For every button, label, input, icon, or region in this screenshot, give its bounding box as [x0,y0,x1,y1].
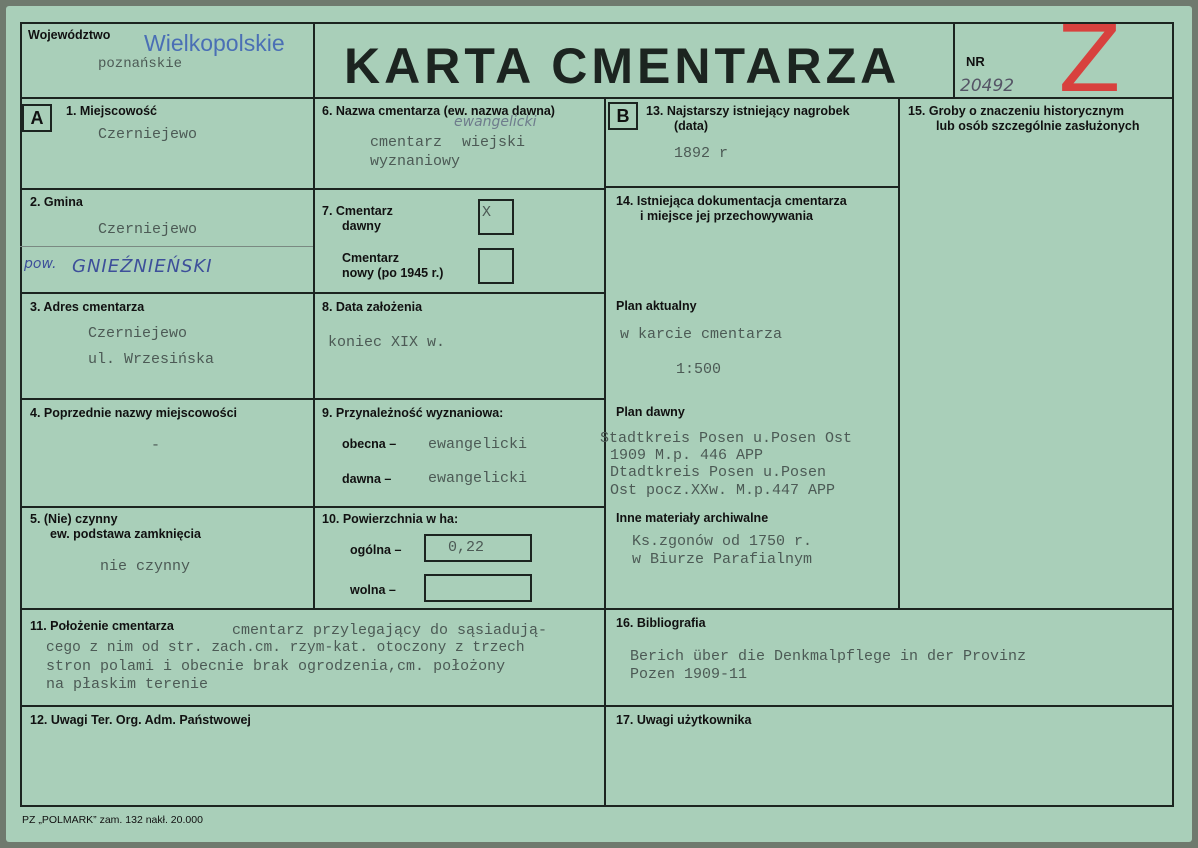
wojewodztwo-label: Województwo [28,28,111,42]
f4-label: 4. Poprzednie nazwy miejscowości [30,406,238,420]
row-line-l3 [20,398,606,400]
plan-dawny-line3: Dtadtkreis Posen u.Posen [610,464,827,481]
f9-obecna-value: ewangelicki [428,436,528,453]
row-line-l2 [20,292,606,294]
f7-label-nowy2: nowy (po 1945 r.) [342,266,444,280]
section-a-box: A [22,104,52,132]
f6-line1b: wiejski [462,134,526,151]
f11-line3: stron polami i obecnie brak ogrodzenia,cm. położony [46,658,506,675]
f5-value: nie czynny [100,558,191,575]
f6-line2: wyznaniowy [370,153,461,170]
section-b-box: B [608,102,638,130]
f7-label-dawny2: dawny [342,219,381,233]
f4-value: - [151,437,161,454]
f11-line2: cego z nim od str. zach.cm. rzym-kat. otoczony z trzech [46,640,525,656]
header-bottom [20,97,1174,99]
f13-label2: (data) [674,119,709,133]
nr-value: 20492 [960,76,1015,96]
page-title: KARTA CMENTARZA [344,38,901,94]
f2-value: Czerniejewo [98,221,198,238]
plan-dawny-line2: 1909 M.p. 446 APP [610,447,764,464]
f5-label1: 5. (Nie) czynny [30,512,118,526]
f10-wolna-label: wolna – [350,583,396,597]
f7-label-dawny1: 7. Cmentarz [322,204,393,218]
f3-label: 3. Adres cmentarza [30,300,145,314]
f10-wolna-field[interactable] [424,574,532,602]
nr-label: NR [966,54,985,69]
header-divider-2 [953,22,955,98]
f6-handwritten: ewangelicki [454,114,537,130]
plan-dawny-line1: Stadtkreis Posen u.Posen Ost [600,430,853,447]
f6-line1: cmentarz [370,134,443,151]
f17-label: 17. Uwagi użytkownika [616,713,752,727]
col-divider-1 [313,97,315,609]
f16-line1: Berich über die Denkmalpflege in der Provinz [630,648,1027,665]
big-z-mark: Z [1058,6,1122,113]
f15-label2: lub osób szczególnie zasłużonych [936,119,1140,133]
row-line-l4 [20,506,606,508]
f8-value: koniec XIX w. [328,334,446,351]
inne-line1: Ks.zgonów od 1750 r. [632,533,813,550]
row-line-full1 [20,608,1174,610]
footer-printer: PZ „POLMARK” zam. 132 nakł. 20.000 [22,814,203,826]
f3-line2: ul. Wrzesińska [88,351,215,368]
f3-line1: Czerniejewo [88,325,188,342]
f16-label: 16. Bibliografia [616,616,706,630]
f14-label2: i miejsce jej przechowywania [640,209,813,223]
f14-label1: 14. Istniejąca dokumentacja cmentarza [616,194,847,208]
f11-line1: cmentarz przylegający do sąsiadują- [232,622,548,639]
f7-label-nowy1: Cmentarz [342,251,399,265]
f11-label: 11. Położenie cmentarza [30,619,174,633]
f7-dawny-mark: X [482,204,492,221]
f12-label: 12. Uwagi Ter. Org. Adm. Państwowej [30,713,251,727]
frame-top [20,22,1174,24]
f13-value: 1892 r [674,145,729,162]
inne-line2: w Biurze Parafialnym [632,551,813,568]
gmina-thin-line [20,246,313,247]
f2-pow-label: pow. [24,256,57,272]
plan-dawny-line4: Ost pocz.XXw. M.p.447 APP [610,482,836,499]
row-line-b1 [604,186,900,188]
f9-dawna-label: dawna – [342,472,392,486]
inne-label: Inne materiały archiwalne [616,511,769,525]
f10-ogolna-label: ogólna – [350,543,402,557]
col-divider-3 [898,97,900,609]
f9-obecna-label: obecna – [342,437,397,451]
f16-line2: Pozen 1909-11 [630,666,748,683]
f11-line4: na płaskim terenie [46,676,209,693]
f1-value: Czerniejewo [98,126,198,143]
f13-label1: 13. Najstarszy istniejący nagrobek [646,104,850,118]
f9-label: 9. Przynależność wyznaniowa: [322,406,504,420]
f15-label1: 15. Groby o znaczeniu historycznym [908,104,1125,118]
plan-dawny-label: Plan dawny [616,405,685,419]
f7-nowy-checkbox[interactable] [478,248,514,284]
plan-aktualny-label: Plan aktualny [616,299,697,313]
wojewodztwo-stamp: Wielkopolskie [144,30,285,56]
header-divider-1 [313,22,315,98]
f10-label: 10. Powierzchnia w ha: [322,512,459,526]
wojewodztwo-typed: poznańskie [98,56,183,72]
f2-label: 2. Gmina [30,195,83,209]
f8-label: 8. Data założenia [322,300,423,314]
f9-dawna-value: ewangelicki [428,470,528,487]
frame-right [1172,22,1174,807]
f6-label: 6. Nazwa cmentarza (ew. nazwa dawna) [322,104,555,118]
plan-aktualny-line2: 1:500 [676,361,722,378]
f5-label2: ew. podstawa zamknięcia [50,527,201,541]
plan-aktualny-line1: w karcie cmentarza [620,326,783,343]
row-line-full2 [20,705,1174,707]
col-divider-2 [604,97,606,807]
f2-pow-value: GNIEŹNIEŃSKI [72,256,213,277]
frame-bottom [20,805,1174,807]
f10-ogolna-value: 0,22 [448,539,485,556]
row-line-l1 [20,188,606,190]
frame-left [20,22,22,807]
f1-label: 1. Miejscowość [66,104,158,118]
